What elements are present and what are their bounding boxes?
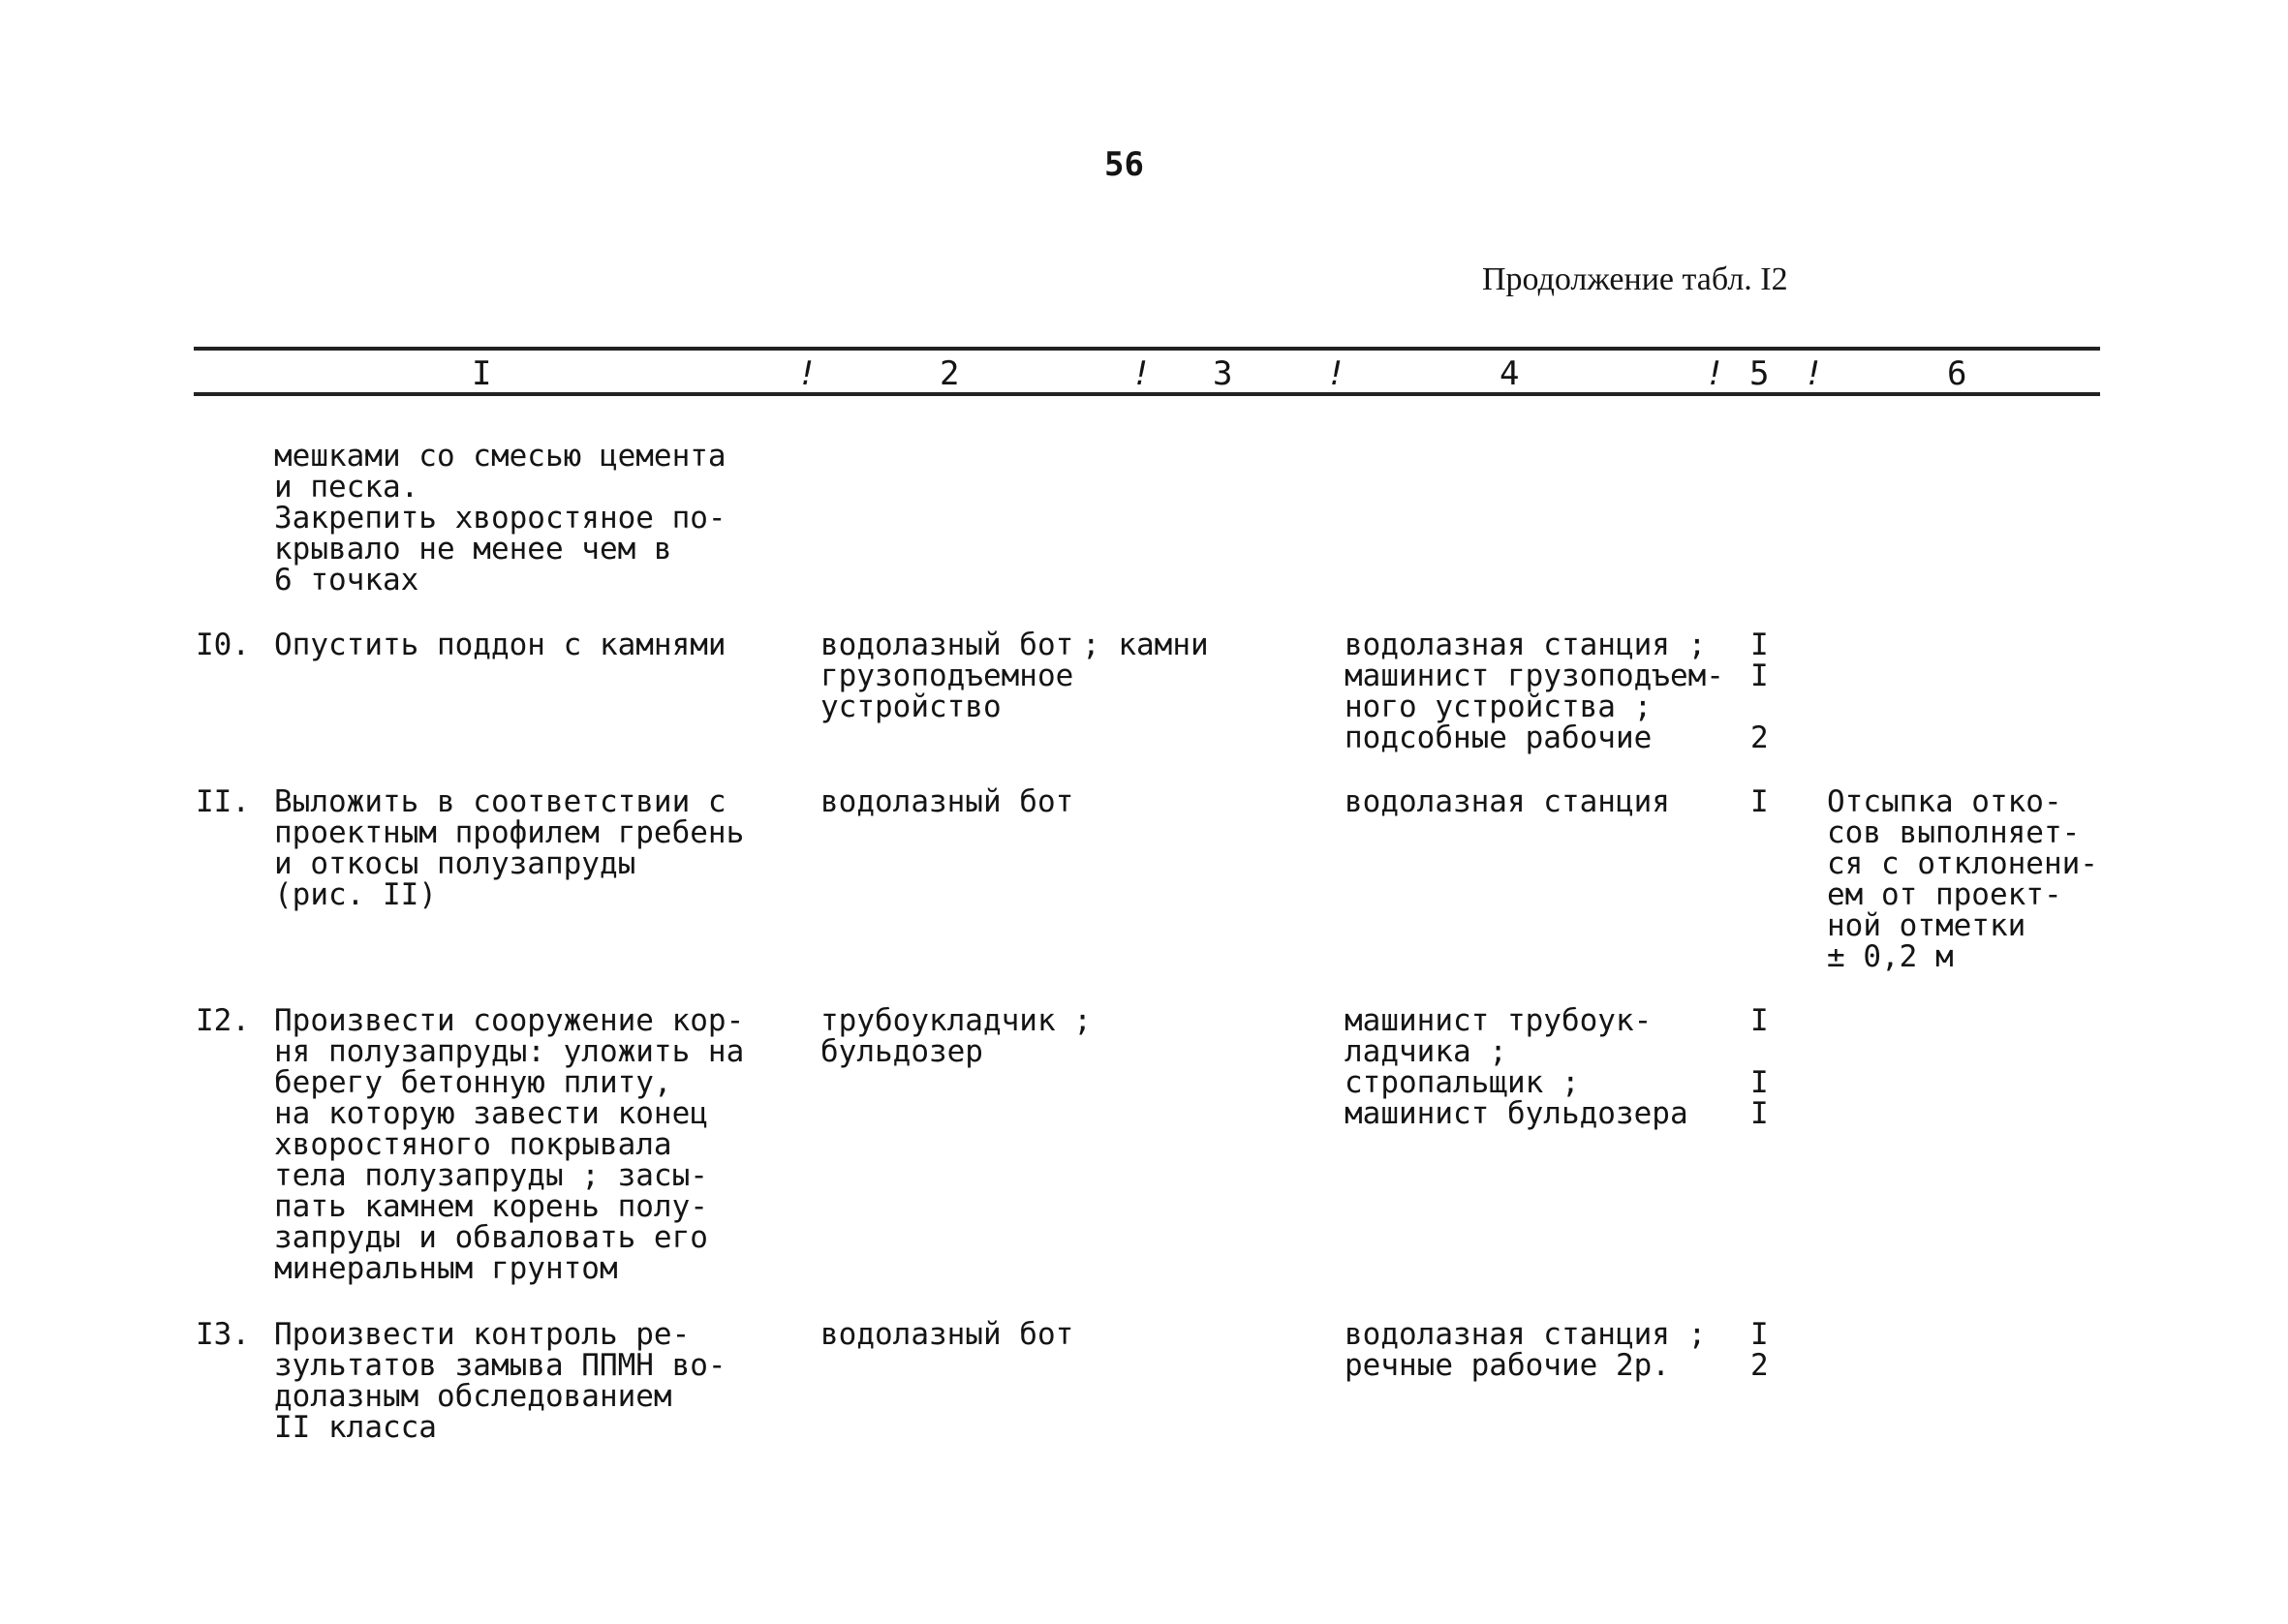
row-count: I I 2 <box>1750 628 1769 755</box>
row-equipment: водолазный бот <box>820 784 1074 819</box>
column-header-1: I <box>472 354 492 393</box>
row-number: I0. <box>196 628 250 662</box>
row-equipment: водолазный бот <box>820 1317 1074 1352</box>
row-workers: водолазная станция ; речные рабочие 2р. <box>1345 1317 1707 1383</box>
column-header-3: 3 <box>1213 354 1233 393</box>
row-description: мешками со смесью цемента и песка. Закрепить хворостяное по- крывало не менее чем в 6 точках <box>274 439 727 598</box>
row-equipment-cont: грузоподъемное устройство <box>820 659 1074 724</box>
row-count: I <box>1750 784 1769 819</box>
row-description: Опустить поддон с камнями <box>274 628 727 662</box>
row-number: I2. <box>196 1003 250 1038</box>
table-title: Продолжение табл. I2 <box>1482 261 1788 297</box>
row-count: I I I <box>1750 1003 1769 1131</box>
row-number: II. <box>196 784 250 819</box>
row-description: Произвести сооружение кор- ня полузапруды: уложить на берегу бетонную плиту, на которую завести конец хворостяного покрывала тела полузапруды ; засы- пать камнем корень полу- запруды и обваловать его минеральным грунтом <box>274 1003 745 1286</box>
header-rule-top <box>194 347 2100 351</box>
row-equipment: водолазный бот <box>820 628 1074 662</box>
row-description: Выложить в соответствии с проектным профилем гребень и откосы полузапруды (рис. II) <box>274 784 745 912</box>
column-header-6: 6 <box>1947 354 1967 393</box>
column-separator: ! <box>1131 354 1152 393</box>
row-description: Произвести контроль ре- зультатов замыва ППМН во- долазным обследованием II класса <box>274 1317 727 1445</box>
column-separator: ! <box>797 354 818 393</box>
column-header-2: 2 <box>940 354 960 393</box>
column-separator: ! <box>1705 354 1725 393</box>
column-header-4: 4 <box>1500 354 1520 393</box>
column-separator: ! <box>1326 354 1346 393</box>
page-number: 56 <box>1104 145 1144 184</box>
row-workers: машинист трубоук- ладчика ; стропальщик ; машинист бульдозера <box>1345 1003 1688 1131</box>
row-number: I3. <box>196 1317 250 1352</box>
row-equipment: трубоукладчик ; бульдозер <box>820 1003 1092 1069</box>
column-header-5: 5 <box>1749 354 1770 393</box>
row-count: I 2 <box>1750 1317 1769 1383</box>
row-equipment-extra: ; камни <box>1082 628 1209 662</box>
row-note: Отсыпка отко- сов выполняет- ся с отклонени- ем от проект- ной отметки ± 0,2 м <box>1827 784 2098 974</box>
column-separator: ! <box>1804 354 1824 393</box>
row-workers: водолазная станция ; машинист грузоподъем- ного устройства ; подсобные рабочие <box>1345 628 1724 755</box>
row-workers: водолазная станция <box>1345 784 1670 819</box>
